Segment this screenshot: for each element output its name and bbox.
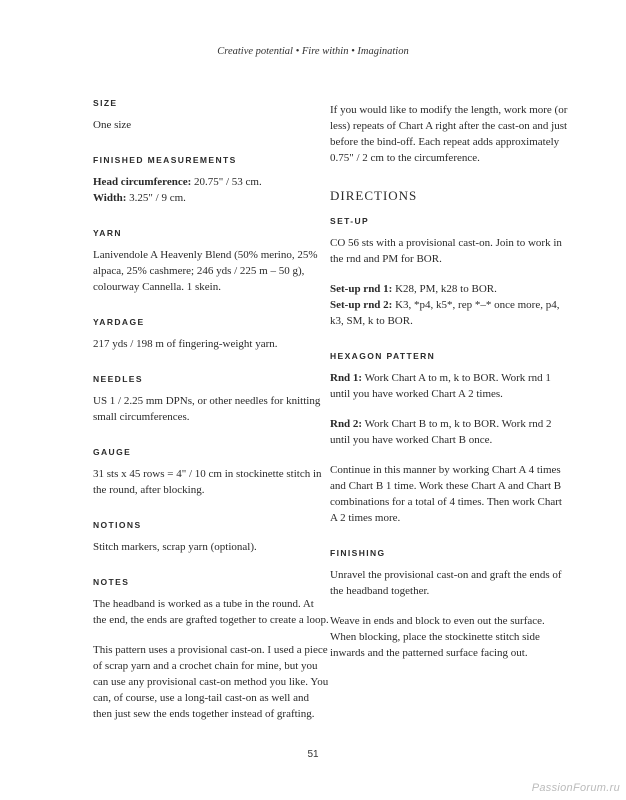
notes-heading: NOTES	[93, 577, 130, 587]
hexagon-rnd-2-label: Rnd 2:	[330, 418, 363, 430]
notions-section	[93, 520, 329, 555]
yardage-text: 217 yds / 198 m of fingering-weight yarn.	[93, 338, 278, 350]
setup-rounds	[330, 281, 570, 329]
left-column	[93, 98, 329, 744]
hexagon-pattern-heading: HEXAGON PATTERN	[330, 351, 436, 361]
yardage-section	[93, 317, 329, 352]
notions-text: Stitch markers, scrap yarn (optional).	[93, 541, 257, 553]
yarn-text: Lanivendole A Heavenly Blend (50% merino, 25% alpaca, 25% cashmere; 246 yds / 225 m – 50 g), colourway Cannella. 1 skein.	[93, 249, 318, 293]
finishing-paragraph-2: Weave in ends and block to even out the surface. When blocking, place the stockinette stitch side inwards and the patterned surface facing out.	[330, 615, 545, 659]
directions-heading: DIRECTIONS	[330, 188, 418, 203]
notions-heading: NOTIONS	[93, 520, 142, 530]
setup-rnd-1-text: K28, PM, k28 to BOR.	[392, 283, 497, 295]
yardage-heading: YARDAGE	[93, 317, 145, 327]
gauge-section	[93, 447, 329, 498]
notes-section	[93, 577, 329, 722]
gauge-text: 31 sts x 45 rows = 4" / 10 cm in stockinette stitch in the round, after blocking.	[93, 468, 322, 496]
needles-text: US 1 / 2.25 mm DPNs, or other needles for knitting small circumferences.	[93, 395, 321, 423]
hexagon-rnd-1-label: Rnd 1:	[330, 372, 363, 384]
setup-heading: SET-UP	[330, 216, 370, 226]
yarn-heading: YARN	[93, 228, 122, 238]
size-heading: SIZE	[93, 98, 118, 108]
width-value: 3.25" / 9 cm.	[126, 192, 186, 204]
setup-rnd-2-text: K3, *p4, k5*, rep *–* once more, p4, k3, SM, k to BOR.	[330, 299, 560, 327]
needles-section	[93, 374, 329, 425]
setup-rnd-2-label: Set-up rnd 2:	[330, 299, 393, 311]
hexagon-rnd-1	[330, 370, 570, 402]
hexagon-pattern-section	[330, 351, 570, 526]
setup-rnd-1-label: Set-up rnd 1:	[330, 283, 393, 295]
finishing-paragraph-1: Unravel the provisional cast-on and graft the ends of the headband together.	[330, 569, 562, 597]
notes-paragraph-1: The headband is worked as a tube in the round. At the end, the ends are grafted together to create a loop.	[93, 598, 329, 626]
needles-heading: NEEDLES	[93, 374, 143, 384]
notes-paragraph-2: This pattern uses a provisional cast-on. I used a piece of scrap yarn and a crochet chain for mine, but you can use any provisional cast-on method you like. You can, of course, use a long-tail cast-on as well and then just sew the ends together instead of grafting.	[93, 644, 329, 720]
gauge-heading: GAUGE	[93, 447, 132, 457]
watermark: PassionForum.ru	[531, 782, 620, 794]
page-number: 51	[307, 749, 319, 760]
finished-measurements-text	[93, 174, 329, 206]
size-text: One size	[93, 119, 132, 131]
finishing-section	[330, 548, 570, 661]
width-label: Width:	[93, 192, 127, 204]
size-section	[93, 98, 329, 133]
yarn-section	[93, 228, 329, 295]
finished-measurements-heading: FINISHED MEASUREMENTS	[93, 155, 237, 165]
head-circumference-label: Head circumference:	[93, 176, 192, 188]
running-header: Creative potential • Fire within • Imagination	[217, 46, 409, 57]
finishing-heading: FINISHING	[330, 548, 386, 558]
hexagon-rnd-2-text: Work Chart B to m, k to BOR. Work rnd 2 until you have worked Chart B once.	[330, 418, 552, 446]
length-modification-text: If you would like to modify the length, work more (or less) repeats of Chart A right after the cast-on and just before the bind-off. Each repeat adds approximately 0.75" / 2 cm to the circumference.	[330, 104, 568, 164]
setup-paragraph: CO 56 sts with a provisional cast-on. Join to work in the rnd and PM for BOR.	[330, 237, 562, 265]
setup-section	[330, 216, 570, 329]
head-circumference-value: 20.75" / 53 cm.	[191, 176, 262, 188]
hexagon-continue-text: Continue in this manner by working Chart A 4 times and Chart B 1 time. Work these Chart A and Chart B combinations for a total of 4 times. Then work Chart A 2 times more.	[330, 464, 562, 524]
finished-measurements-section	[93, 155, 329, 206]
hexagon-rnd-1-text: Work Chart A to m, k to BOR. Work rnd 1 until you have worked Chart A 2 times.	[330, 372, 551, 400]
right-column	[330, 102, 570, 683]
hexagon-rnd-2	[330, 416, 570, 448]
